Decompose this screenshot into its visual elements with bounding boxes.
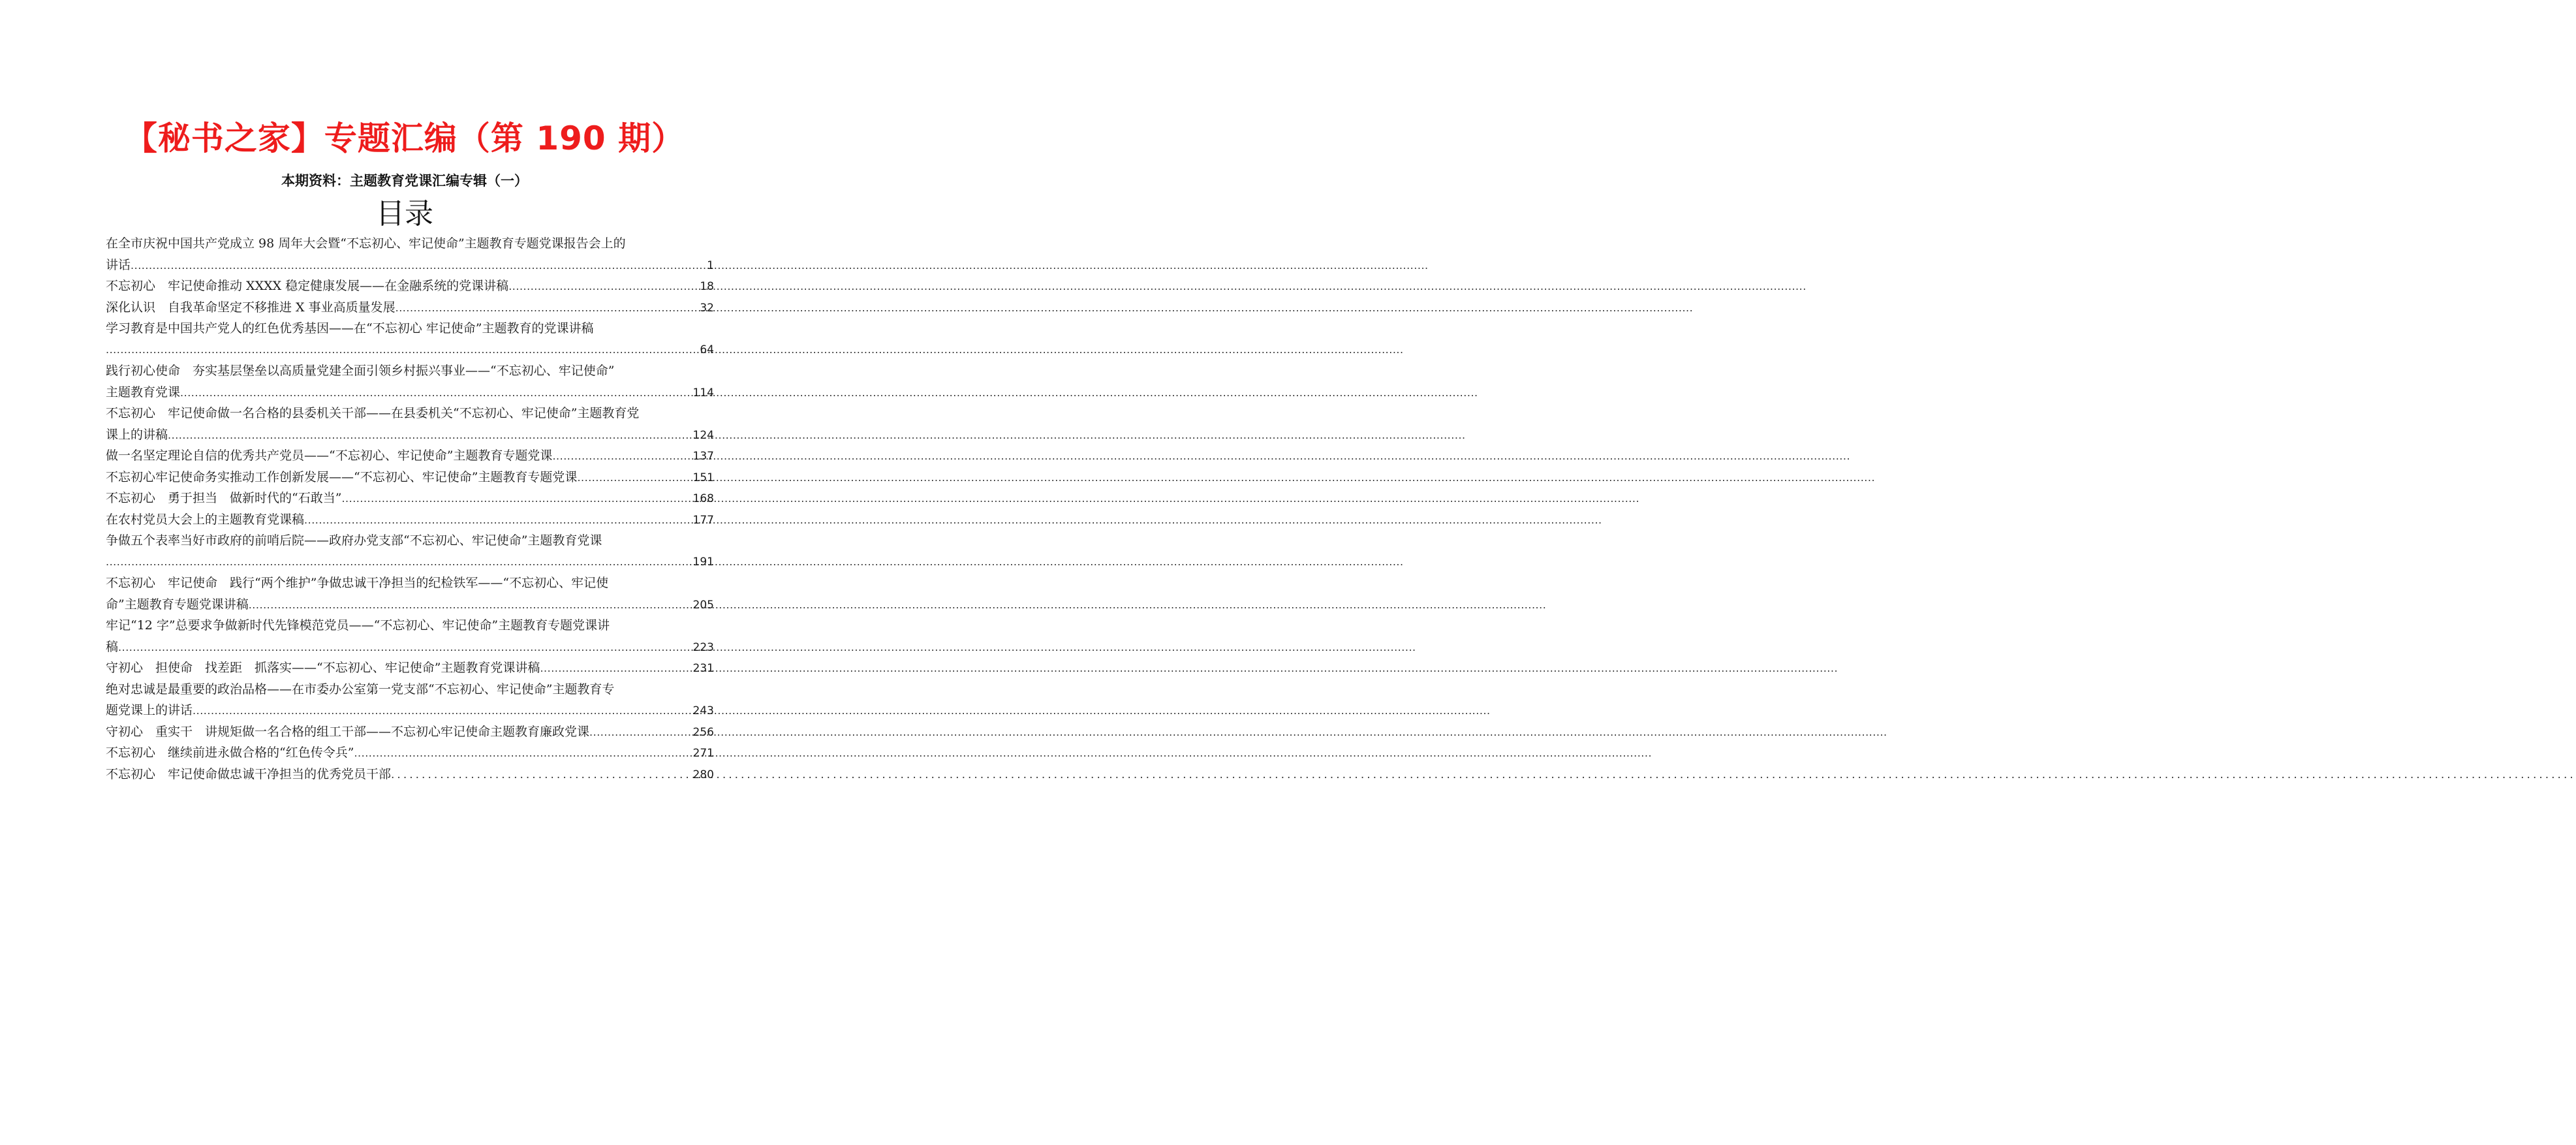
toc-entry-line	[106, 424, 714, 446]
toc-dot-leader	[193, 700, 692, 722]
toc-entry-line	[106, 552, 714, 573]
toc-page-number: 32	[700, 301, 714, 315]
table-of-contents	[106, 233, 714, 785]
toc-entry-line	[106, 615, 714, 636]
toc-dot-leader	[304, 510, 692, 531]
document-title: 【秘书之家】专题汇编（第 190 期）	[124, 119, 685, 157]
toc-page-number: 124	[692, 428, 714, 442]
toc-entry-line	[106, 445, 714, 467]
toc-heading: 目录	[376, 197, 433, 230]
toc-dot-leader	[577, 467, 692, 489]
toc-entry-line	[106, 636, 714, 658]
toc-dot-leader	[354, 743, 692, 764]
toc-entry-title: 主题教育党课	[106, 384, 181, 400]
toc-entry-line	[106, 467, 714, 488]
toc-page-number: 18	[700, 280, 714, 293]
toc-entry-line	[106, 742, 714, 764]
toc-entry-title: 在全市庆祝中国共产党成立 98 周年大会暨“不忘初心、牢记使命”主题教育专题党课报告会上的	[106, 236, 626, 251]
toc-entry-title: 牢记“12 字”总要求争做新时代先锋模范党员——“不忘初心、牢记使命”主题教育专题党课讲	[106, 618, 610, 633]
toc-dot-leader	[180, 383, 692, 404]
toc-dot-leader	[540, 658, 692, 680]
toc-page-number: 64	[700, 343, 714, 356]
toc-entry[interactable]	[106, 742, 714, 764]
toc-entry-line	[106, 679, 714, 700]
toc-entry-line	[106, 339, 714, 361]
toc-entry-title: 命”主题教育专题党课讲稿	[106, 597, 249, 612]
toc-entry-title: 学习教育是中国共产党人的红色优秀基因——在“不忘初心 牢记使命”主题教育的党课讲稿	[106, 321, 594, 336]
toc-page-number: 205	[692, 598, 714, 612]
toc-page-number: 256	[692, 725, 714, 739]
toc-dot-leader	[396, 298, 700, 319]
toc-dot-leader	[341, 488, 692, 510]
toc-entry-line	[106, 275, 714, 297]
toc-dot-leader	[131, 255, 706, 277]
toc-page-number: 243	[692, 704, 714, 717]
toc-entry-title: 课上的讲稿	[106, 427, 168, 442]
toc-entry-title: 题党课上的讲话	[106, 703, 193, 717]
toc-entry-line	[106, 255, 714, 276]
toc-entry[interactable]	[106, 572, 714, 615]
toc-entry-line	[106, 764, 714, 785]
toc-page-number: 177	[692, 513, 714, 527]
toc-entry[interactable]	[106, 360, 714, 403]
toc-entry-line	[106, 382, 714, 403]
toc-entry-title: 不忘初心 牢记使命做一名合格的县委机关干部——在县委机关“不忘初心、牢记使命”主题教育党	[106, 406, 640, 420]
toc-entry-line	[106, 721, 714, 743]
toc-entry[interactable]	[106, 721, 714, 743]
toc-entry-title: 不忘初心 牢记使命推动 XXXX 稳定健康发展——在金融系统的党课讲稿	[106, 279, 509, 293]
toc-entry[interactable]	[106, 764, 714, 785]
toc-entry-line	[106, 403, 714, 424]
toc-page-number: 223	[692, 640, 714, 654]
toc-entry-line	[106, 657, 714, 679]
toc-entry-title: 践行初心使命 夯实基层堡垒以高质量党建全面引领乡村振兴事业——“不忘初心、牢记使命”	[106, 364, 615, 378]
toc-entry-title: 讲话	[106, 257, 131, 272]
toc-page-number: 1	[707, 259, 714, 272]
toc-entry[interactable]	[106, 403, 714, 445]
toc-entry-title: 不忘初心 牢记使命做忠诚干净担当的优秀党员干部	[106, 766, 392, 781]
toc-entry[interactable]	[106, 679, 714, 721]
toc-page-number: 168	[692, 492, 714, 505]
toc-entry-line	[106, 594, 714, 616]
toc-dot-leader	[552, 446, 692, 467]
toc-page-number: 271	[692, 747, 714, 760]
toc-entry-title: 深化认识 自我革命坚定不移推进 X 事业高质量发展	[106, 300, 396, 315]
toc-entry[interactable]	[106, 467, 714, 488]
toc-dot-leader	[168, 425, 692, 447]
toc-entry-title: 在农村党员大会上的主题教育党课稿	[106, 512, 305, 527]
toc-entry[interactable]	[106, 445, 714, 467]
toc-entry[interactable]	[106, 615, 714, 657]
toc-entry-title: 守初心 担使命 找差距 抓落实——“不忘初心、牢记使命”主题教育党课讲稿	[106, 661, 540, 675]
toc-entry[interactable]	[106, 530, 714, 572]
toc-dot-leader	[508, 276, 699, 298]
toc-entry-line	[106, 572, 714, 594]
toc-entry-title: 不忘初心 继续前进永做合格的“红色传令兵”	[106, 745, 354, 760]
toc-page-number: 191	[692, 555, 714, 569]
toc-entry-line	[106, 297, 714, 319]
document-page	[0, 0, 809, 1145]
toc-page-number: 280	[692, 768, 714, 781]
toc-dot-leader	[589, 722, 692, 744]
toc-page-number: 151	[692, 471, 714, 484]
toc-page-number: 231	[692, 662, 714, 675]
toc-entry-title: 绝对忠诚是最重要的政治品格——在市委办公室第一党支部“不忘初心、牢记使命”主题教育专	[106, 682, 615, 697]
toc-dot-leader	[391, 764, 692, 786]
toc-entry-title: 不忘初心 牢记使命 践行“两个维护”争做忠诚干净担当的纪检铁军——“不忘初心、牢记使	[106, 576, 609, 590]
toc-entry-line	[106, 488, 714, 509]
toc-entry[interactable]	[106, 275, 714, 297]
toc-entry-line	[106, 509, 714, 531]
toc-entry-title: 稿	[106, 639, 119, 654]
toc-entry[interactable]	[106, 657, 714, 679]
toc-entry-title: 做一名坚定理论自信的优秀共产党员——“不忘初心、牢记使命”主题教育专题党课	[106, 448, 553, 463]
toc-entry-line	[106, 233, 714, 255]
toc-entry[interactable]	[106, 297, 714, 319]
toc-entry-title: 不忘初心牢记使命务实推动工作创新发展——“不忘初心、牢记使命”主题教育专题党课	[106, 469, 578, 484]
toc-dot-leader	[106, 552, 692, 573]
toc-entry-title: 不忘初心 勇于担当 做新时代的“石敢当”	[106, 491, 342, 505]
toc-page-number: 137	[692, 450, 714, 463]
toc-entry-title: 争做五个表率当好市政府的前哨后院——政府办党支部“不忘初心、牢记使命”主题教育党课	[106, 533, 602, 548]
toc-entry-title: 守初心 重实干 讲规矩做一名合格的组工干部——不忘初心牢记使命主题教育廉政党课	[106, 724, 590, 739]
toc-entry-line	[106, 700, 714, 721]
toc-dot-leader	[106, 339, 699, 361]
toc-entry[interactable]	[106, 488, 714, 509]
toc-entry[interactable]	[106, 509, 714, 531]
toc-dot-leader	[118, 637, 692, 659]
toc-page-number: 114	[692, 386, 714, 400]
toc-entry[interactable]	[106, 318, 714, 360]
toc-entry-line	[106, 360, 714, 382]
toc-entry-line	[106, 318, 714, 339]
toc-dot-leader	[249, 595, 692, 616]
toc-entry-line	[106, 530, 714, 552]
document-subtitle: 本期资料：主题教育党课汇编专辑（一）	[281, 173, 528, 189]
toc-entry[interactable]	[106, 233, 714, 275]
